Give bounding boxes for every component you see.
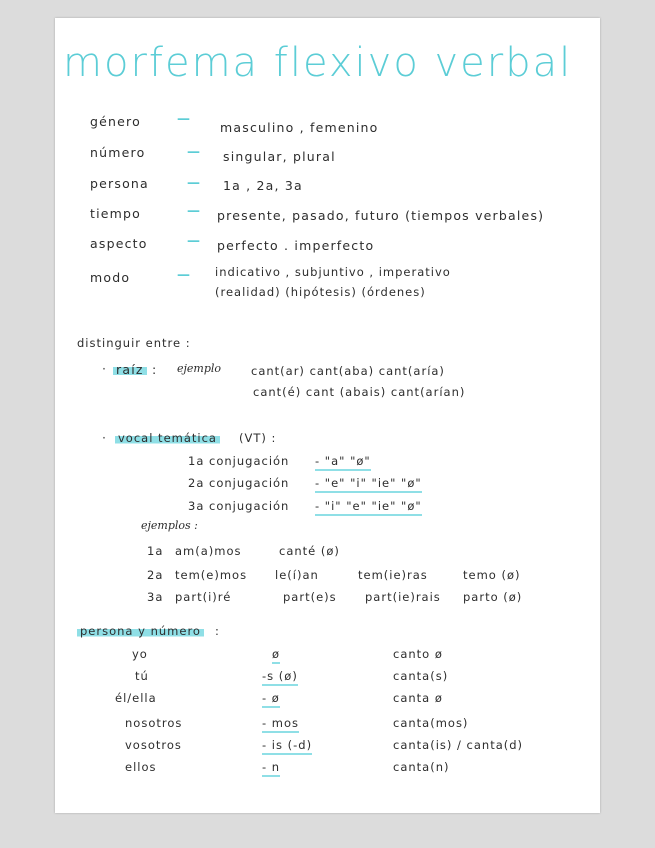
example-word: tem(e)mos <box>175 568 248 582</box>
suffix: - mos <box>262 716 299 733</box>
vocal-suffix: (VT) : <box>239 431 277 445</box>
example-word: part(i)ré <box>175 590 232 604</box>
conjugation-example: canto ø <box>393 647 443 661</box>
dash-mark: — <box>187 234 200 249</box>
raiz-label: raíz <box>113 362 147 377</box>
dash-mark: — <box>177 112 190 127</box>
category-name: tiempo <box>90 206 142 221</box>
suffix: - ø <box>262 691 280 708</box>
raiz-examples-line2: cant(é) cant (abais) cant(arían) <box>253 385 466 399</box>
conj-values: - "e" "i" "ie" "ø" <box>315 476 422 493</box>
dash-mark: — <box>177 268 190 283</box>
example-word: temo (ø) <box>463 568 521 582</box>
category-desc-line2: (realidad) (hipótesis) (órdenes) <box>215 285 426 299</box>
category-desc: perfecto . imperfecto <box>217 238 375 253</box>
category-name: género <box>90 114 141 129</box>
conj-number: 3a <box>147 590 164 604</box>
conj-number: 2a <box>147 568 164 582</box>
example-word: tem(ie)ras <box>358 568 428 582</box>
dash-mark: — <box>187 145 200 160</box>
conjugation-example: canta ø <box>393 691 443 705</box>
dash-mark: — <box>187 204 200 219</box>
pronoun: ellos <box>125 760 157 774</box>
conj-number: 1a <box>147 544 164 558</box>
category-name: aspecto <box>90 236 148 251</box>
section-heading: distinguir entre : <box>77 336 191 350</box>
bullet: · <box>102 430 108 445</box>
suffix: - is (-d) <box>262 738 312 755</box>
category-desc: 1a , 2a, 3a <box>223 178 303 193</box>
conjugation-example: canta(is) / canta(d) <box>393 738 524 752</box>
colon: : <box>215 624 220 638</box>
conjugation-example: canta(mos) <box>393 716 469 730</box>
example-word: le(í)an <box>275 568 319 582</box>
category-name: número <box>90 145 146 160</box>
pronoun: tú <box>135 669 149 683</box>
conjugation-example: canta(n) <box>393 760 450 774</box>
pronoun: nosotros <box>125 716 183 730</box>
category-name: modo <box>90 270 131 285</box>
category-desc-line1: indicativo , subjuntivo , imperativo <box>215 265 451 279</box>
category-desc: masculino , femenino <box>220 120 379 135</box>
pronoun: vosotros <box>125 738 182 752</box>
colon: : <box>152 362 158 377</box>
suffix: ø <box>272 647 280 664</box>
vocal-label: vocal temática <box>115 431 220 445</box>
ejemplo-label: ejemplo <box>177 362 222 375</box>
raiz-examples-line1: cant(ar) cant(aba) cant(aría) <box>251 364 445 378</box>
category-desc: presente, pasado, futuro (tiempos verbales) <box>217 208 545 223</box>
suffix: - n <box>262 760 280 777</box>
page-title: morfema flexivo verbal <box>63 40 573 86</box>
example-word: am(a)mos <box>175 544 242 558</box>
pronoun: yo <box>132 647 148 661</box>
example-word: part(e)s <box>283 590 337 604</box>
ejemplos-label: ejemplos : <box>141 519 198 532</box>
example-word: part(ie)rais <box>365 590 441 604</box>
conj-name: 3a conjugación <box>188 499 290 513</box>
suffix: -s (ø) <box>262 669 298 686</box>
dash-mark: — <box>187 176 200 191</box>
category-name: persona <box>90 176 149 191</box>
conj-values: - "i" "e" "ie" "ø" <box>315 499 422 516</box>
notebook-page <box>55 18 600 813</box>
bullet: · <box>102 361 108 376</box>
pronoun: él/ella <box>115 691 157 705</box>
conj-values: - "a" "ø" <box>315 454 371 471</box>
conj-name: 1a conjugación <box>188 454 290 468</box>
example-word: parto (ø) <box>463 590 523 604</box>
conjugation-example: canta(s) <box>393 669 449 683</box>
conj-name: 2a conjugación <box>188 476 290 490</box>
persona-label: persona y número <box>77 624 204 638</box>
category-desc: singular, plural <box>223 149 336 164</box>
example-word: canté (ø) <box>279 544 340 558</box>
